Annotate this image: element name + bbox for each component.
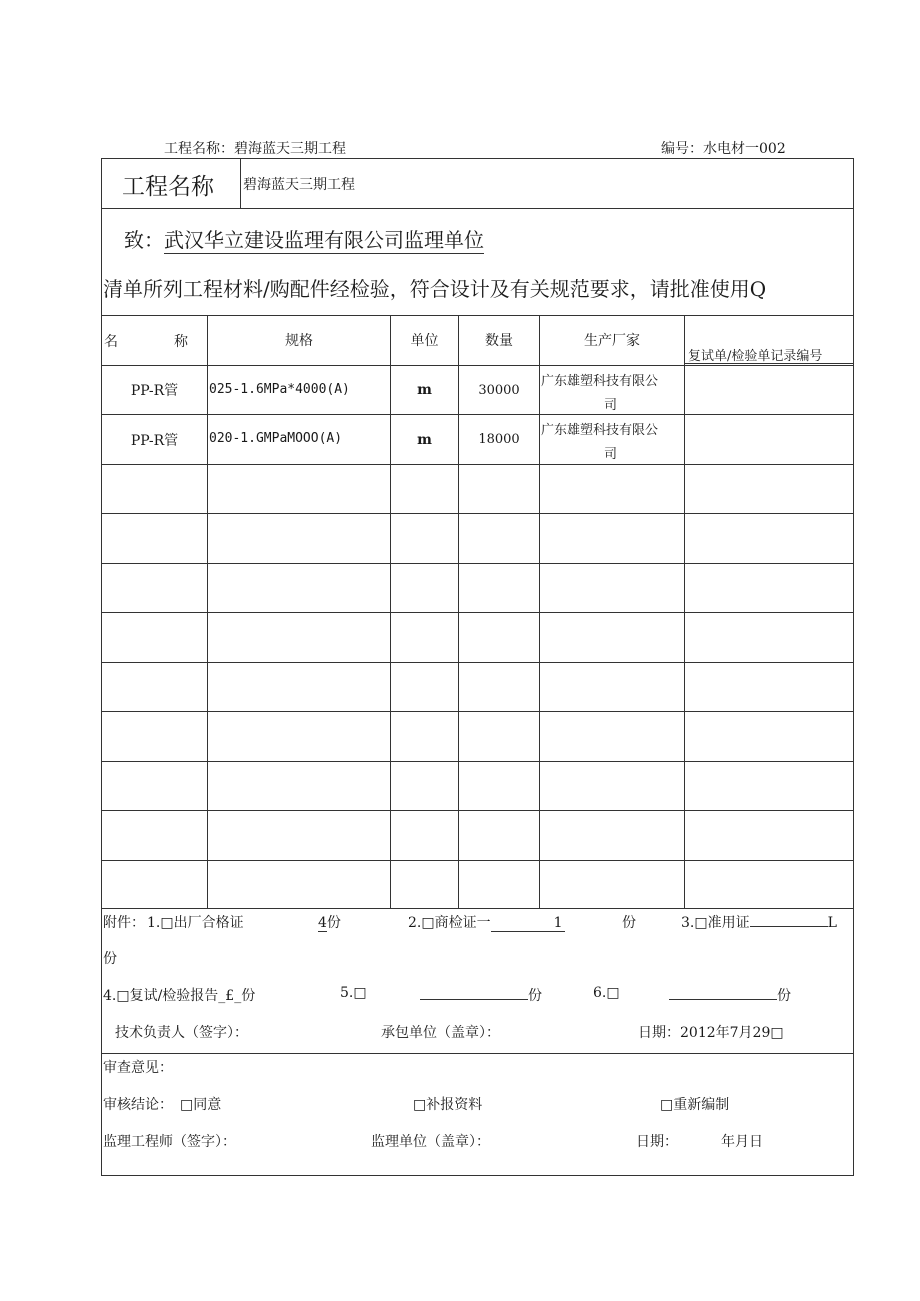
- row-manufacturer-wrap: 司: [604, 447, 618, 462]
- supervisor-unit-seal: 监理单位（盖章）：: [371, 1134, 490, 1150]
- header-project-name: 工程名称：碧海蓝天三期工程: [164, 141, 346, 157]
- row-manufacturer: 广东雄塑科技有限公: [541, 374, 659, 389]
- attachment-item-5-count: 份: [420, 985, 542, 1005]
- review-opinion-label: 审查意见：: [103, 1060, 173, 1076]
- header-unit: 单位: [410, 333, 439, 349]
- project-name-label: 工程名称: [122, 174, 214, 200]
- header-quantity: 数量: [485, 333, 513, 349]
- attachment-item-6-count: 份: [669, 985, 791, 1005]
- header-name-first: 名: [104, 334, 118, 350]
- row-manufacturer-wrap: 司: [604, 398, 618, 413]
- header-record-number: 复试单/检验单记录编号: [688, 349, 823, 364]
- attachment-permit: 3.□准用证 L: [681, 915, 837, 931]
- row-quantity: 30000: [478, 382, 520, 398]
- attachment-item-5: 5.□: [340, 985, 367, 1001]
- attachment-permit-unit: 份: [103, 951, 117, 967]
- attachment-inspection-certificate: 2.□商检证一 1: [408, 915, 563, 931]
- attachment-retest-report: 4.□复试/检验报告_£_份: [103, 988, 256, 1004]
- addressee-prefix: 致：: [124, 228, 164, 252]
- attachments-label: 附件：: [103, 915, 145, 931]
- option-supplement-checkbox[interactable]: □补报资料: [413, 1097, 483, 1113]
- tech-lead-signature: 技术负责人（签字）：: [115, 1025, 248, 1041]
- row-quantity: 18000: [478, 432, 520, 447]
- addressee-line: [124, 224, 484, 254]
- review-date-label: 日期：: [636, 1134, 678, 1150]
- review-conclusion-label: 审核结论：: [103, 1097, 173, 1113]
- option-recompile-checkbox[interactable]: □重新编制: [660, 1097, 730, 1113]
- header-name-second: 称: [174, 334, 188, 350]
- attachment-factory-certificate-count: 4份: [318, 915, 341, 931]
- attachment-inspection-unit: 份: [622, 915, 636, 931]
- row-name: PP-R管: [130, 383, 179, 399]
- row-spec: 020-1.GMPaMOOO(A): [209, 431, 343, 446]
- supervising-engineer-signature: 监理工程师（签字）：: [103, 1134, 236, 1150]
- header-manufacturer: 生产厂家: [584, 333, 640, 349]
- header-spec: 规格: [285, 333, 313, 349]
- option-agree-checkbox[interactable]: □同意: [180, 1097, 222, 1113]
- addressee-company: 武汉华立建设监理有限公司监理单位: [164, 224, 484, 254]
- row-spec: 025-1.6MPa*4000(A): [209, 382, 350, 397]
- project-name-value: 碧海蓝天三期工程: [243, 177, 355, 193]
- attachment-factory-certificate: 1.□出厂合格证: [147, 915, 244, 931]
- row-manufacturer: 广东雄塑科技有限公: [541, 423, 659, 438]
- header-document-code: 编号：水电材一002: [661, 141, 786, 157]
- submission-date: 日期：2012年7月29□: [638, 1025, 784, 1041]
- contractor-seal: 承包单位（盖章）：: [381, 1025, 500, 1041]
- review-date-blank: 年月日: [721, 1134, 763, 1150]
- row-unit: m: [417, 382, 432, 398]
- approval-statement: 清单所列工程材料/购配件经检验，符合设计及有关规范要求，请批准使用Q: [103, 277, 767, 301]
- row-name: PP-R管: [130, 432, 179, 449]
- attachment-item-6: 6.□: [593, 985, 620, 1001]
- row-unit: m: [417, 431, 432, 448]
